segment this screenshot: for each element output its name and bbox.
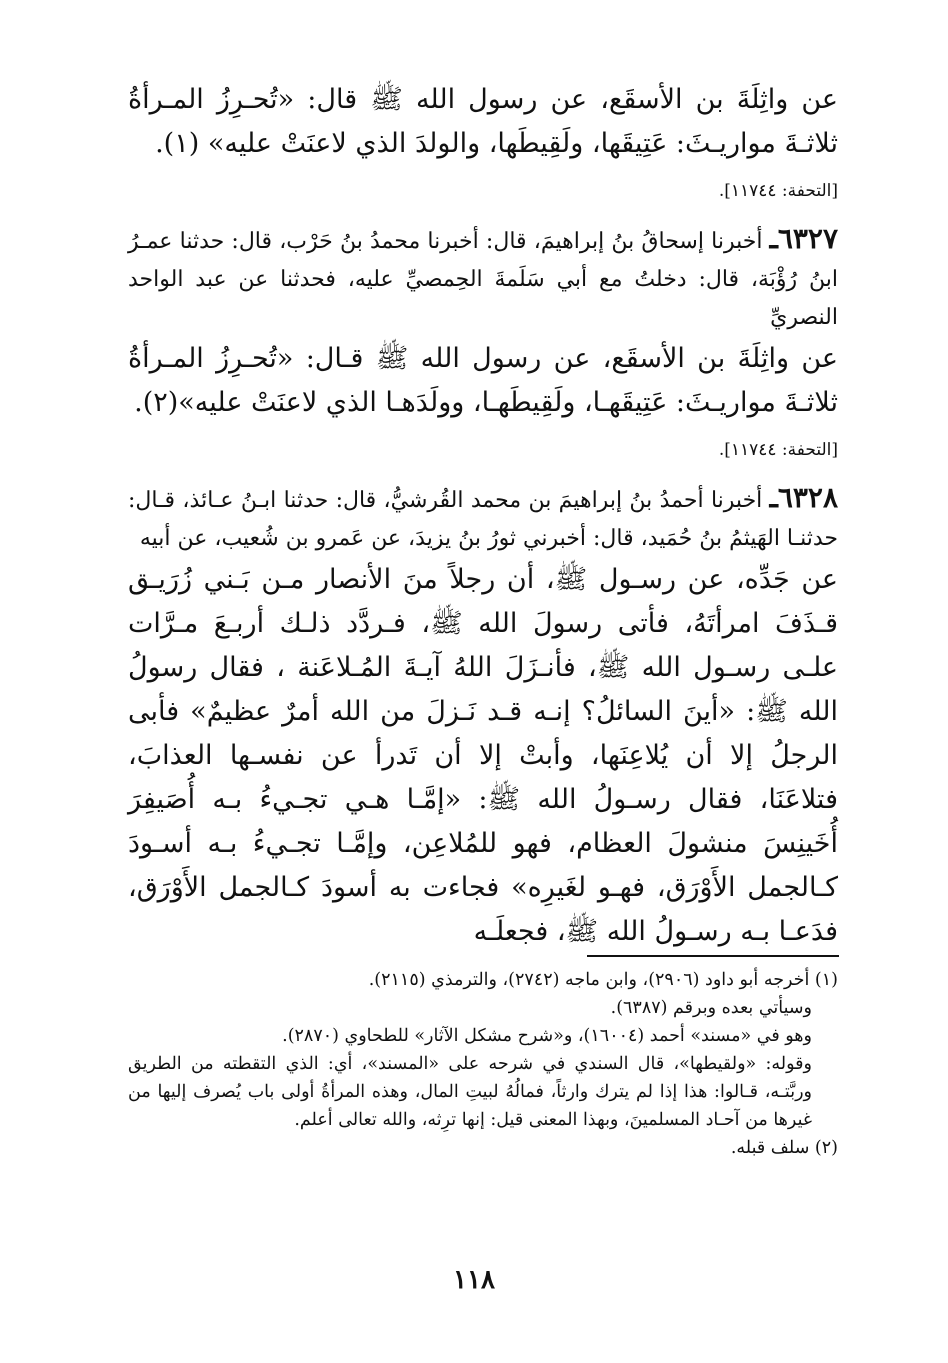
hadith-text-3: عن جَدِّه، عن رسـول ﷺ، أن رجلاً منَ الأنصار مـن بَـني زُرَيـق قـذَفَ امرأتَهُ، فأتى رسولَ الله ﷺ، فـردَّد ذلـك أربـعَ مـرَّات علـى رسـول الله ﷺ، فأنـزَلَ اللهُ آيـةَ المُـلاعَنة ، فقال رسولُ الله ﷺ: «أينَ السائلُ؟ إنـه قـد نَـزلَ من الله أمرٌ عظيمٌ» فأبى الرجلُ إلا أن يُلاعِنَها، وأبتْ إلا أن تَدرأ عن نفسـها العذابَ، فتلاعَنَا، فقال رسـولُ الله ﷺ: «إمَّـا هـي تجـيءُ بـه أُصَيفِرَ أُخَينِسَ منشولَ العظام، فهو للمُلاعِن، وإمَّـا تجـيءُ بـه أسـودَ كـالجمل الأَوْرَق، فهـو لغَيرِه» فجاءت به أسودَ كـالجمل الأَوْرَق، فدَعـا بـه رسـولُ الله ﷺ، فجعلَـه	[128, 564, 838, 947]
hadith-chain-text-6328: أخبرنا أحمدُ بنُ إبراهيمَ بن محمد القُرشيُّ، قال: حدثنا ابـنُ عـائذ، قـال: حدثنـا الهَيثمُ بنُ حُمَيد، قال: أخبرني ثورُ بنُ يزيدَ، عن عَمرو بن شُعيب، عن أبيه	[128, 488, 838, 551]
footnote-divider	[587, 955, 839, 957]
hadith-text-2: عن واثِلَةَ بن الأسقَع، عن رسول الله ﷺ قـال: «تُحـرِزُ المـرأةُ ثلاثـةَ مواريـثَ: عَتِيقَهـا، ولَقِيطَهـا، وولَدَهـا الذي لاعنَتْ عليه»(٢).	[128, 343, 838, 418]
hadith-number-6327: ٦٣٢٧ـ	[769, 222, 838, 255]
hadith-chain-text-6327: أخبرنا إسحاقُ بنُ إبراهيمَ، قال: أخبرنا محمدُ بنُ حَرْب، قال: حدثنا عمـرُ ابنُ رُؤْبَة، قال: دخلتُ مع أبي سَلَمةَ الحِمصيِّ عليه، فحدثنا عن عبد الواحد النصريِّ	[128, 229, 838, 330]
footnotes	[128, 966, 838, 1162]
page-number: ١١٨	[453, 1265, 495, 1295]
tuhfa-reference-2: [التحفة: ١١٧٤٤].	[718, 440, 838, 460]
main-text	[128, 78, 838, 954]
footnote-2: (٢) سلف قبله.	[730, 1138, 838, 1158]
tuhfa-reference-1: [التحفة: ١١٧٤٤].	[718, 181, 838, 201]
footnote-1-continuation-a: وسيأتي بعده وبرقم (٦٣٨٧).	[610, 998, 812, 1018]
footnote-1-continuation-c: وقوله: «ولقيطها»، قال السندي في شرحه على «المسند»، أي: الذي التقطته من الطريق وربَّتـه، قـالوا: هذا إذا لم يترك وارثاً، فمالُهُ لبيتِ المال، وهذه المرأةُ أولى باب يُصرف إليها من غيرها من آحـاد المسلمينَ، وبهذا المعنى قيل: إنها ترِثه، والله تعالى أعلم.	[128, 1054, 812, 1130]
hadith-number-6328: ٦٣٢٨ـ	[769, 481, 838, 514]
footnote-1-continuation-b: وهو في «مسند» أحمد (١٦٠٠٤)، و«شرح مشكل الآثار» للطحاوي (٢٨٧٠).	[282, 1026, 812, 1046]
hadith-text-1: عن واثِلَةَ بن الأسقَع، عن رسول الله ﷺ قال: «تُحـرِزُ المـرأةُ ثلاثـةَ مواريـثَ: عَتِيقَها، ولَقِيطَها، والولدَ الذي لاعنَتْ عليه» (١).	[128, 84, 838, 159]
footnote-1: (١) أخرجه أبو داود (٢٩٠٦)، وابن ماجه (٢٧٤٢)، والترمذي (٢١١٥).	[368, 970, 838, 990]
hadith-chain-6327	[128, 220, 838, 337]
hadith-chain-6328	[128, 479, 838, 558]
